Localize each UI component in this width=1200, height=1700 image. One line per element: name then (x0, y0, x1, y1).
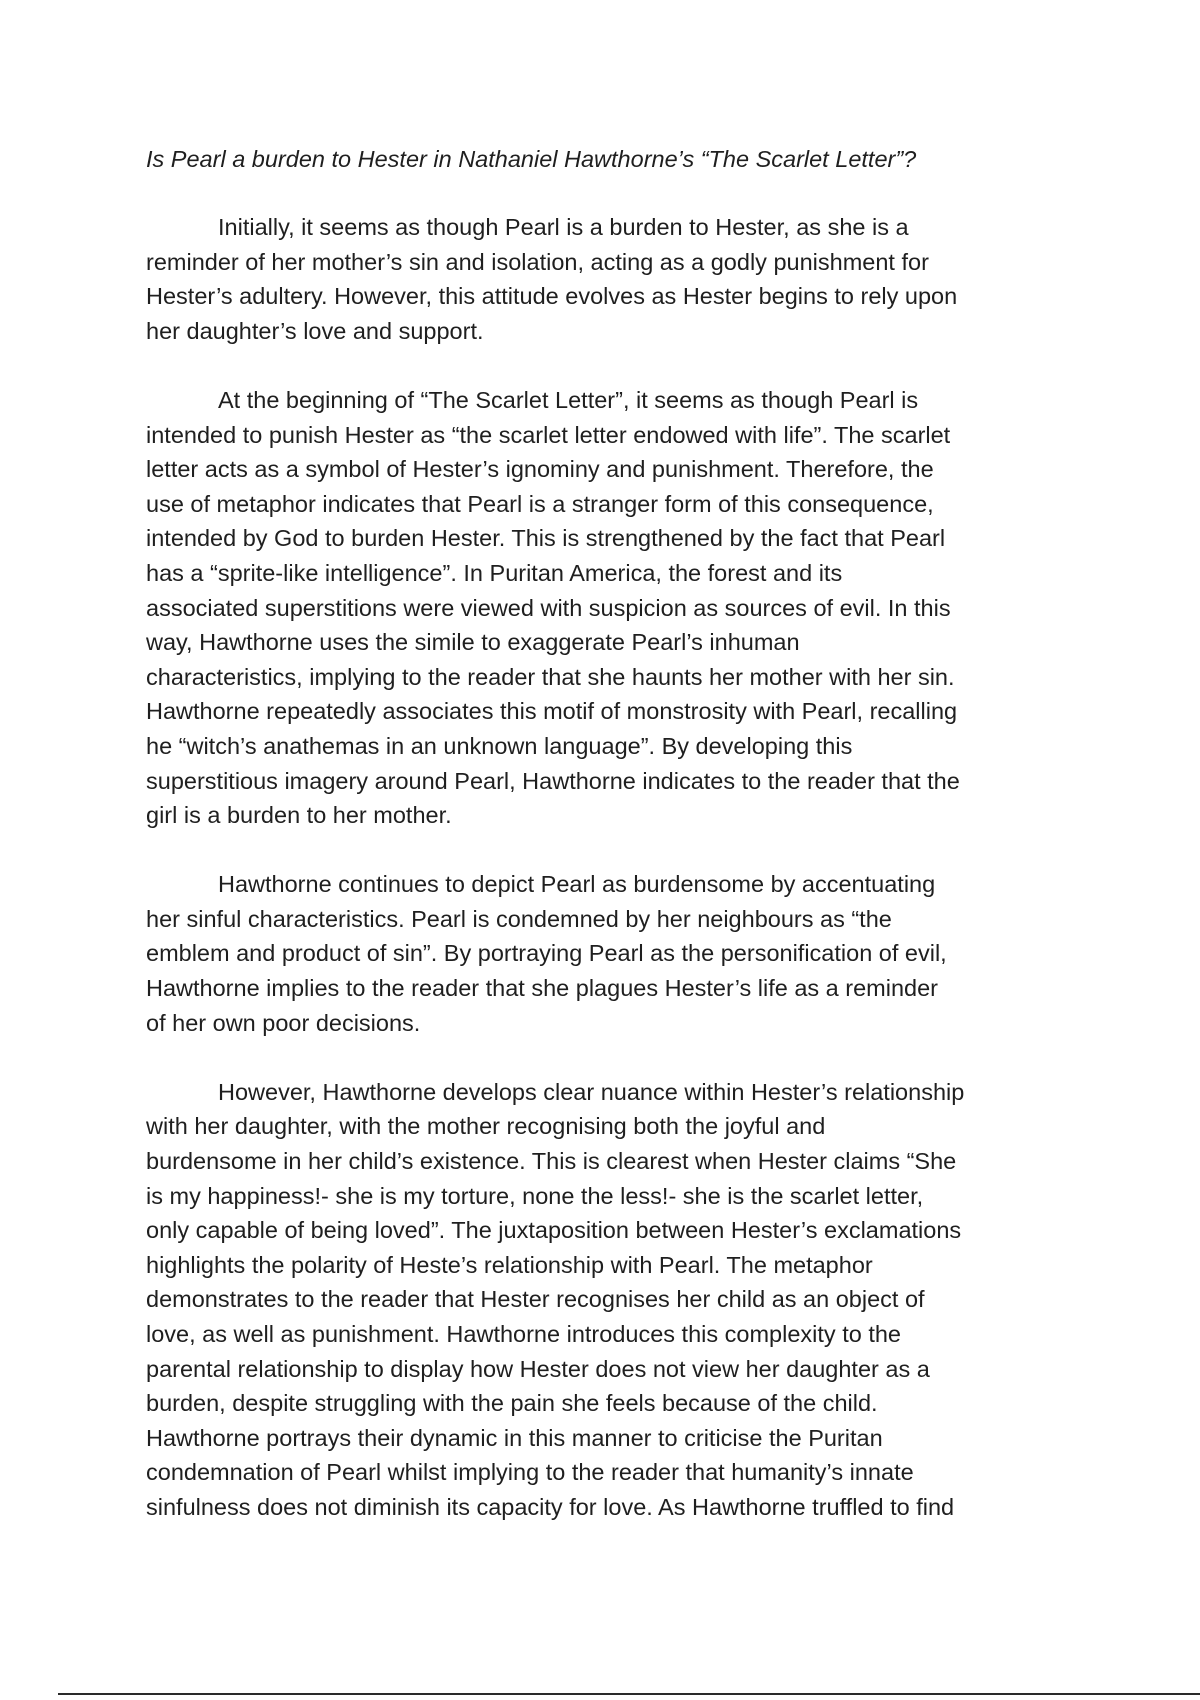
paragraph-body-1 (146, 383, 1066, 833)
page-bottom-rule (58, 1693, 1200, 1695)
text-line: condemnation of Pearl whilst implying to the reader that humanity’s innate (146, 1459, 914, 1486)
text-line: is my happiness!- she is my torture, none the less!- she is the scarlet letter, (146, 1182, 924, 1209)
text-line: sinfulness does not diminish its capacity for love. As Hawthorne truffled to find (146, 1493, 955, 1520)
text-line: has a “sprite-like intelligence”. In Puritan America, the forest and its (146, 559, 843, 586)
text-line: highlights the polarity of Heste’s relationship with Pearl. The metaphor (146, 1251, 873, 1278)
text-line: Hester’s adultery. However, this attitude evolves as Hester begins to rely upon (146, 283, 958, 310)
text-line: Hawthorne continues to depict Pearl as burdensome by accentuating (218, 871, 936, 898)
text-line: characteristics, implying to the reader that she haunts her mother with her sin. (146, 663, 955, 690)
text-line: Hawthorne repeatedly associates this motif of monstrosity with Pearl, recalling (146, 698, 958, 725)
text-line: burden, despite struggling with the pain she feels because of the child. (146, 1390, 878, 1417)
text-line: intended by God to burden Hester. This is strengthened by the fact that Pearl (146, 525, 946, 552)
essay-title: Is Pearl a burden to Hester in Nathaniel Hawthorne’s “The Scarlet Letter”? (146, 146, 917, 172)
paragraph-body-2 (146, 867, 1066, 1040)
text-line: with her daughter, with the mother recognising both the joyful and (146, 1113, 826, 1140)
text-line: way, Hawthorne uses the simile to exaggerate Pearl’s inhuman (146, 629, 800, 656)
text-line: However, Hawthorne develops clear nuance within Hester’s relationship (218, 1078, 965, 1105)
text-line: her sinful characteristics. Pearl is condemned by her neighbours as “the (146, 905, 892, 932)
paragraph-introduction (146, 210, 1066, 348)
text-line: love, as well as punishment. Hawthorne introduces this complexity to the (146, 1321, 901, 1347)
text-line: superstitious imagery around Pearl, Hawthorne indicates to the reader that the (146, 767, 960, 794)
text-line: letter acts as a symbol of Hester’s ignominy and punishment. Therefore, the (146, 456, 934, 483)
text-line: Hawthorne implies to the reader that she plagues Hester’s life as a reminder (146, 975, 939, 1002)
text-line: he “witch’s anathemas in an unknown language”. By developing this (146, 732, 853, 759)
document-body (146, 142, 1066, 1559)
text-line: demonstrates to the reader that Hester recognises her child as an object of (146, 1286, 925, 1313)
text-line: only capable of being loved”. The juxtaposition between Hester’s exclamations (146, 1217, 962, 1244)
text-line: reminder of her mother’s sin and isolation, acting as a godly punishment for (146, 248, 929, 275)
text-line: Hawthorne portrays their dynamic in this manner to criticise the Puritan (146, 1424, 883, 1451)
paragraph-body-3 (146, 1075, 1066, 1525)
text-line: of her own poor decisions. (146, 1009, 421, 1036)
text-line: use of metaphor indicates that Pearl is a stranger form of this consequence, (146, 490, 934, 517)
text-line: burdensome in her child’s existence. This is clearest when Hester claims “She (146, 1148, 957, 1175)
text-line: intended to punish Hester as “the scarlet letter endowed with life”. The scarlet (146, 421, 951, 448)
text-line: her daughter’s love and support. (146, 317, 484, 344)
text-line: emblem and product of sin”. By portraying Pearl as the personification of evil, (146, 940, 947, 967)
text-line: Initially, it seems as though Pearl is a burden to Hester, as she is a (218, 214, 909, 240)
text-line: At the beginning of “The Scarlet Letter”, it seems as though Pearl is (218, 386, 919, 413)
text-line: parental relationship to display how Hester does not view her daughter as a (146, 1355, 930, 1382)
text-line: associated superstitions were viewed with suspicion as sources of evil. In this (146, 594, 951, 621)
text-line: girl is a burden to her mother. (146, 802, 452, 829)
